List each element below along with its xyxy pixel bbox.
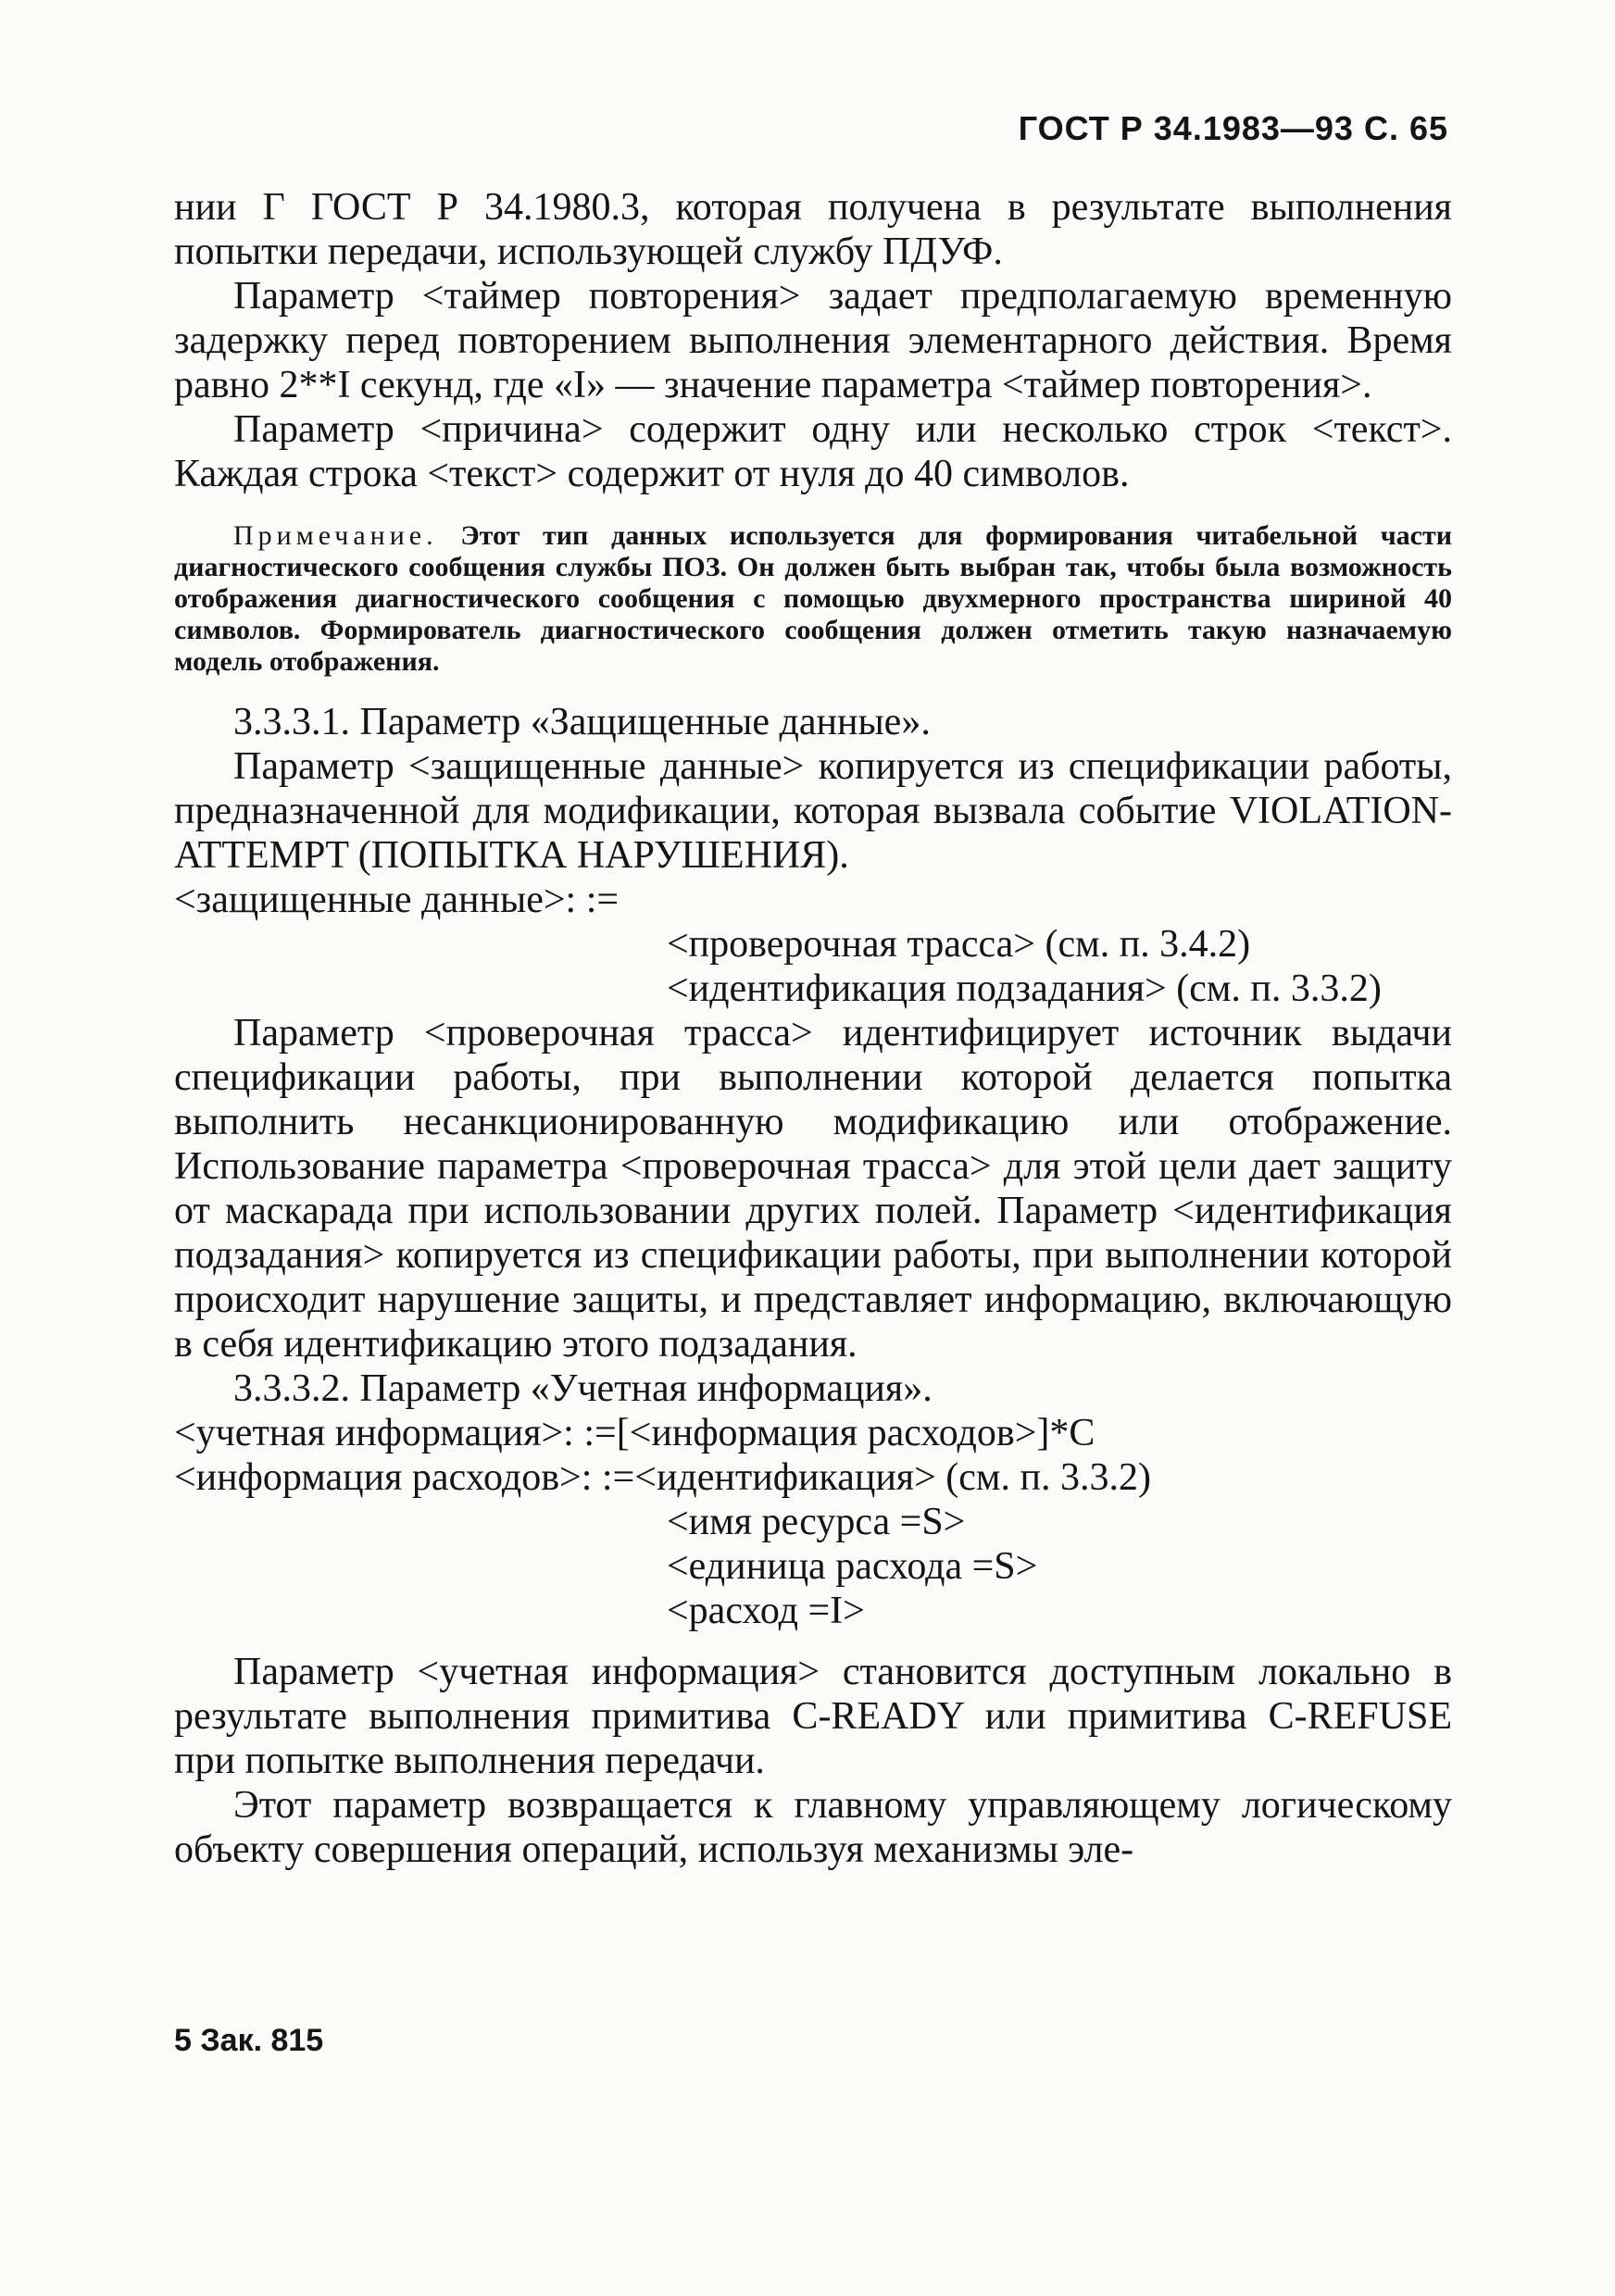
page-footer: 5 Зак. 815: [174, 2023, 324, 2058]
definition-item: <проверочная трасса> (см. п. 3.4.2): [667, 923, 1251, 966]
section-3331-explanation: Параметр <проверочная трасса> идентифицирует источник выдачи спецификации работы, при выполнении которой делается попытка выполнить несанкционированную модификацию или отображение. Использование параметра <проверочная трасса> для этой цели дает защиту от маскарада при использовании других полей. Параметр <идентификация подзадания> копируется из спецификации работы, при выполнении которой происходит нарушение защиты, и представляет информацию, включающую в себя идентификацию этого подзадания.: [174, 1012, 1452, 1366]
cost-item: <расход =I>: [667, 1590, 865, 1632]
paragraph-retry-timer: Параметр <таймер повторения> задает предполагаемую временную задержку перед повторением выполнения элементарного действия. Время равно 2**I секунд, где «I» — значение параметра <таймер повторения>.: [174, 275, 1452, 406]
section-heading-3331: 3.3.3.1. Параметр «Защищенные данные».: [233, 701, 931, 743]
page-body: [174, 185, 1452, 1872]
cost-item: <единица расхода =S>: [667, 1545, 1038, 1588]
section-3331-text: Параметр <защищенные данные> копируется из спецификации работы, предназначенной для модификации, которая вызвала событие VIOLATION-ATTEMPT (ПОПЫТКА НАРУШЕНИЯ).: [174, 745, 1452, 877]
cost-info-items: [667, 1500, 1452, 1633]
note-text: Этот тип данных используется для формирования читабельной части диагностического сообщения службы ПОЗ. Он должен быть выбран так, чтобы была возможность отображения диагностического сообщения с помощью двухмерного пространства шириной 40 символов. Формирователь диагностического сообщения должен отметить такую назначаемую модель отображения.: [174, 520, 1452, 677]
cost-item: <имя ресурса =S>: [667, 1501, 966, 1543]
note: [174, 520, 1452, 678]
paragraph-continuation: нии Г ГОСТ Р 34.1980.3, которая получена в результате выполнения попытки передачи, использующей службу ПДУФ.: [174, 186, 1452, 273]
section-3332-text2: Этот параметр возвращается к главному управляющему логическому объекту совершения операций, используя механизмы эле-: [174, 1784, 1452, 1871]
definition-cost-info: <информация расходов>: :=<идентификация> (см. п. 3.3.2): [174, 1456, 1151, 1499]
definition-item: <идентификация подзадания> (см. п. 3.3.2): [667, 967, 1382, 1010]
page-header: ГОСТ Р 34.1983—93 С. 65: [1018, 109, 1448, 147]
note-label: Примечание.: [233, 520, 438, 551]
paragraph-reason: Параметр <причина> содержит одну или несколько строк <текст>. Каждая строка <текст> содержит от нуля до 40 символов.: [174, 408, 1452, 495]
definition-accounting-info: <учетная информация>: :=[<информация расходов>]*C: [174, 1412, 1095, 1454]
section-heading-3332: 3.3.3.2. Параметр «Учетная информация».: [233, 1367, 933, 1410]
section-3332-text1: Параметр <учетная информация> становится доступным локально в результате выполнения примитива C-READY или примитива C-REFUSE при попытке выполнения передачи.: [174, 1651, 1452, 1782]
definition-protected-data: <защищенные данные>: :=: [174, 879, 620, 921]
definition-items: [667, 922, 1452, 1011]
